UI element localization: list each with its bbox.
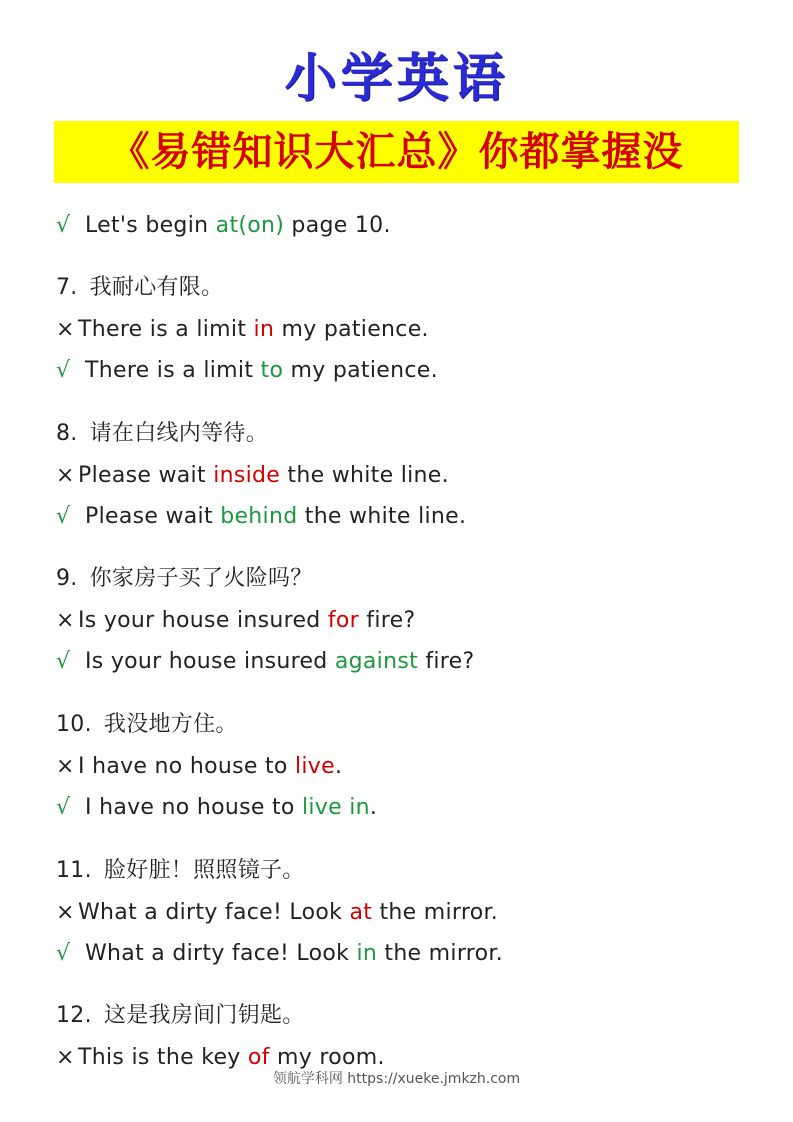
sentence-text: What a dirty face! Look [85, 941, 357, 966]
sentence-text: the mirror. [377, 941, 504, 966]
correct-line [56, 939, 503, 969]
cross-mark-icon: × [56, 317, 75, 342]
correct-line [56, 647, 474, 677]
correct-highlight: at(on) [215, 213, 285, 238]
check-mark-icon: √ [56, 358, 71, 383]
wrong-line [56, 315, 429, 345]
cross-mark-icon: × [56, 754, 75, 779]
sentence-text: There is a limit [85, 358, 261, 383]
sentence-text: I have no house to [78, 754, 295, 779]
check-mark-icon: √ [56, 941, 71, 966]
page-title: 小学英语 [284, 48, 509, 109]
correct-highlight: live in [301, 795, 370, 820]
wrong-line [56, 461, 449, 491]
correct-line [56, 502, 466, 532]
question-number: 11. [56, 858, 92, 883]
sentence-text: my room. [269, 1045, 385, 1070]
sentence-text: . [334, 754, 343, 779]
sentence-text: There is a limit [78, 317, 254, 342]
correct-highlight: in [356, 941, 378, 966]
correct-highlight: behind [220, 504, 298, 529]
question-line [56, 564, 313, 594]
wrong-line [56, 606, 415, 636]
question-line [56, 856, 305, 886]
banner-text: 《易错知识大汇总》你都掌握没 [109, 128, 684, 175]
wrong-highlight: live [294, 754, 335, 779]
wrong-highlight: in [253, 317, 275, 342]
sentence-text: Is your house insured [78, 608, 328, 633]
sentence-text: Please wait [85, 504, 221, 529]
sentence-text: page 10. [284, 213, 391, 238]
check-mark-icon: √ [56, 504, 71, 529]
wrong-highlight: inside [213, 463, 281, 488]
correct-highlight: against [334, 649, 419, 674]
wrong-line [56, 752, 342, 782]
intro-correct-line [56, 211, 391, 241]
wrong-highlight: at [349, 900, 373, 925]
question-number: 7. [56, 275, 78, 300]
sentence-text: This is the key [78, 1045, 248, 1070]
sentence-text: What a dirty face! Look [78, 900, 350, 925]
question-chinese: 我没地方住。 [103, 712, 238, 737]
correct-highlight: to [260, 358, 284, 383]
sentence-text: the white line. [297, 504, 467, 529]
question-chinese: 我耐心有限。 [89, 275, 224, 300]
footer-watermark: 领航学科网 https://xueke.jmkzh.com [272, 1071, 521, 1087]
sentence-text: fire? [359, 608, 416, 633]
question-chinese: 你家房子买了火险吗？ [89, 566, 313, 591]
question-chinese: 脸好脏！照照镜子。 [103, 858, 305, 883]
question-number: 8. [56, 421, 78, 446]
check-mark-icon: √ [56, 649, 71, 674]
cross-mark-icon: × [56, 608, 75, 633]
sentence-text: my patience. [283, 358, 438, 383]
question-number: 10. [56, 712, 92, 737]
check-mark-icon: √ [56, 213, 71, 238]
correct-line [56, 793, 377, 823]
subtitle-banner [54, 121, 739, 183]
correct-line [56, 356, 438, 386]
wrong-line [56, 898, 498, 928]
sentence-text: I have no house to [85, 795, 302, 820]
sentence-text: the mirror. [372, 900, 499, 925]
question-line [56, 273, 223, 303]
check-mark-icon: √ [56, 795, 71, 820]
sentence-text: Is your house insured [85, 649, 335, 674]
sentence-text: Let's begin [85, 213, 216, 238]
sentence-text: fire? [418, 649, 475, 674]
question-chinese: 这是我房间门钥匙。 [103, 1003, 305, 1028]
sentence-text: . [369, 795, 378, 820]
sentence-text: my patience. [274, 317, 429, 342]
cross-mark-icon: × [56, 900, 75, 925]
question-line [56, 1001, 305, 1031]
question-line [56, 710, 238, 740]
question-number: 9. [56, 566, 78, 591]
question-number: 12. [56, 1003, 92, 1028]
cross-mark-icon: × [56, 1045, 75, 1070]
wrong-highlight: of [247, 1045, 270, 1070]
cross-mark-icon: × [56, 463, 75, 488]
sentence-text: Please wait [78, 463, 214, 488]
sentence-text: the white line. [280, 463, 449, 488]
wrong-highlight: for [327, 608, 360, 633]
question-chinese: 请在白线内等待。 [89, 421, 268, 446]
question-line [56, 419, 268, 449]
